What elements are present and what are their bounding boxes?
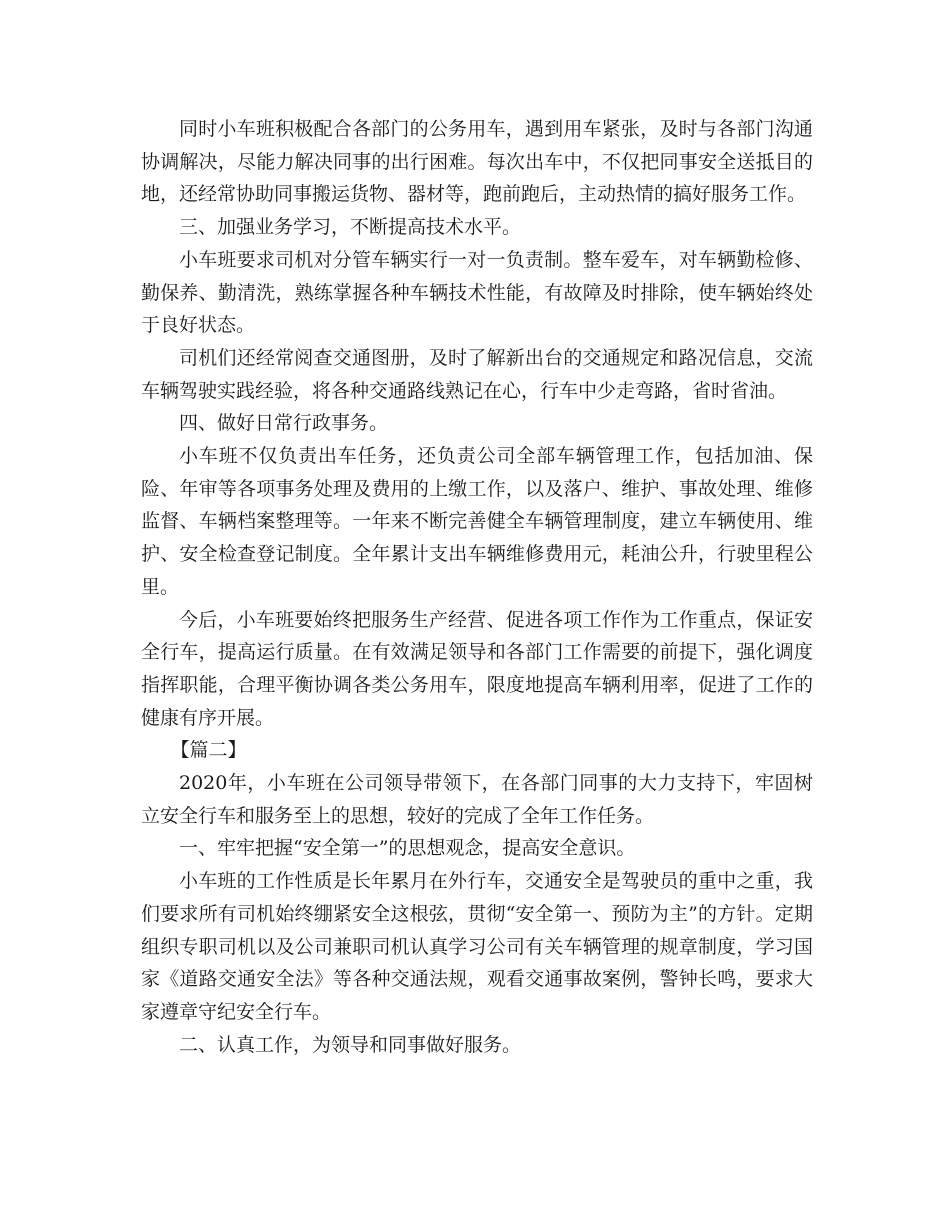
section-heading: 一、牢牢把握“安全第一”的思想观念，提高安全意识。 xyxy=(179,837,636,860)
body-paragraph: 小车班的工作性质是长年累月在外行车，交通安全是驾驶员的重中之重，我们要求所有司机始终绷紧安全这根弦，贯彻“安全第一、预防为主”的方针。定期组织专职司机以及公司兼职司机认真学习公司有关车辆管理的规章制度，学习国家《道路交通安全法》等各种交通法规，观看交通事故案例，警钟长鸣，要求大家遵章守纪安全行车。 xyxy=(141,870,813,1023)
body-paragraph: 今后，小车班要始终把服务生产经营、促进各项工作作为工作重点，保证安全行车，提高运行质量。在有效满足领导和各部门工作需要的前提下，强化调度指挥职能，合理平衡协调各类公务用车，限度地提高车辆利用率，促进了工作的健康有序开展。 xyxy=(141,608,813,729)
part-marker: 【篇二】 xyxy=(170,739,247,762)
body-paragraph: 2020年，小车班在公司领导带领下，在各部门同事的大力支持下，牢固树立安全行车和服务至上的思想，较好的完成了全年工作任务。 xyxy=(141,772,813,827)
body-paragraph: 小车班不仅负责出车任务，还负责公司全部车辆管理工作，包括加油、保险、年审等各项事务处理及费用的上缴工作，以及落户、维护、事故处理、维修监督、车辆档案整理等。一年来不断完善健全车辆管理制度，建立车辆使用、维护、安全检查登记制度。全年累计支出车辆维修费用元，耗油公升，行驶里程公里。 xyxy=(141,445,813,598)
document-page xyxy=(141,113,813,1061)
body-paragraph: 小车班要求司机对分管车辆实行一对一负责制。整车爱车，对车辆勤检修、勤保养、勤清洗，熟练掌握各种车辆技术性能，有故障及时排除，使车辆始终处于良好状态。 xyxy=(141,248,813,337)
body-paragraph: 同时小车班积极配合各部门的公务用车，遇到用车紧张，及时与各部门沟通协调解决，尽能力解决同事的出行困难。每次出车中，不仅把同事安全送抵目的地，还经常协助同事搬运货物、器材等，跑前跑后，主动热情的搞好服务工作。 xyxy=(141,118,813,206)
body-paragraph: 司机们还经常阅查交通图册，及时了解新出台的交通规定和路况信息，交流车辆驾驶实践经验，将各种交通路线熟记在心，行车中少走弯路，省时省油。 xyxy=(141,346,813,402)
section-heading: 三、加强业务学习，不断提高技术水平。 xyxy=(179,216,522,239)
section-heading: 四、做好日常行政事务。 xyxy=(179,412,389,435)
section-heading: 二、认真工作，为领导和同事做好服务。 xyxy=(179,1033,522,1056)
